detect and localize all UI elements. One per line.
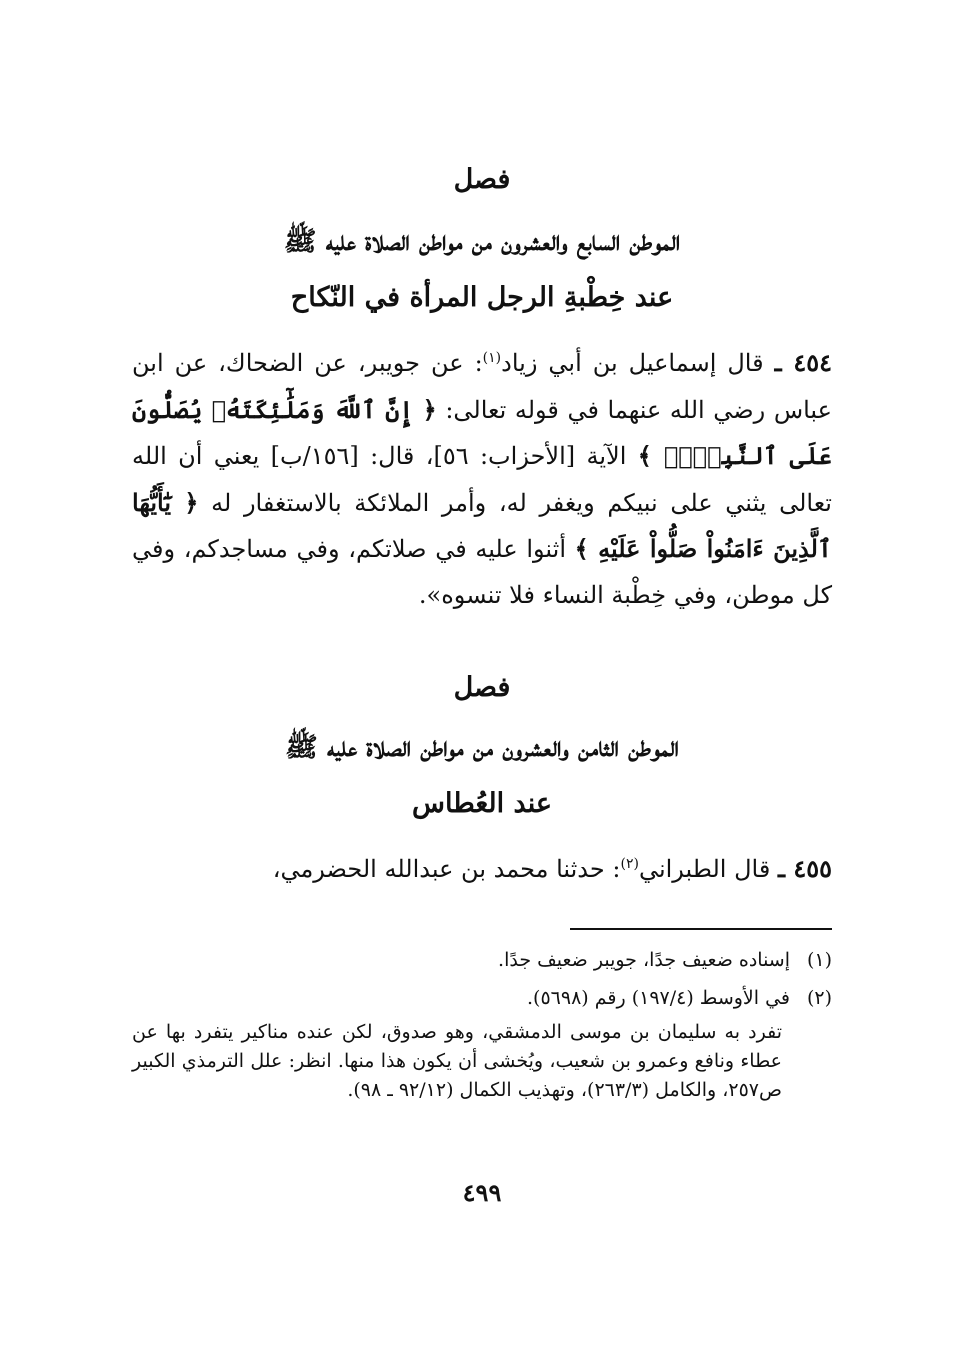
section-title-2: الموطن الثامن والعشرون من مواطن الصلاة عليه ﷺ xyxy=(285,732,679,763)
paragraph-number: ٤٥٥ ـ xyxy=(777,854,832,883)
footnote-2-continuation: تفرد به سليمان بن موسى الدمشقي، وهو صدوق، لكن عنده مناكير يتفرد بها عن عطاء ونافع وعمرو بن شعيب، ويُخشى أن يكون هذا منها. انظر: علل الترمذي الكبير ص٢٥٧، والكامل (٢٦٣/٣)، وتهذيب الكمال (٩٢/١٢ ـ ٩٨). xyxy=(132,1021,782,1101)
section-heading-fasl-1: فصل xyxy=(453,164,511,195)
footnote-ref: (١) xyxy=(482,350,502,366)
paragraph-text: الآية [الأحزاب: ٥٦]، قال: [١٥٦/ب] يعني أن الله تعالى يثني على نبيكم ويغفر له، وأمر الملائكة بالاستغفار له xyxy=(132,442,832,517)
footnote-ref: (٢) xyxy=(620,856,639,872)
footnote-1 xyxy=(132,946,832,975)
paragraph-text: أثنوا عليه في صلاتكم، وفي مساجدكم، وفي كل موطن، وفي خِطْبة النساء فلا تنسوه». xyxy=(132,535,832,609)
paragraph-text: قال الطبراني xyxy=(638,855,771,883)
paragraph-text: : عن جويبر، عن الضحاك، عن ابن عباس رضي الله عنهما في قوله تعالى: xyxy=(132,349,832,424)
paragraph-455 xyxy=(132,846,832,893)
paragraph-text: : حدثنا محمد بن عبدالله الحضرمي، xyxy=(272,855,621,883)
paragraph-text: قال إسماعيل بن أبي زياد xyxy=(501,349,764,377)
section-subtitle-1: عند خِطْبةِ الرجل المرأة في النّكاح xyxy=(290,282,674,313)
paragraph-454 xyxy=(132,340,832,618)
paragraph-number: ٤٥٤ ـ xyxy=(774,348,833,377)
footnote-separator xyxy=(570,928,832,930)
footnote-text: إسناده ضعيف جدًا، جويبر ضعيف جدًا. xyxy=(498,949,790,971)
quran-verse: ﴿ إِنَّ ٱللَّهَ وَمَلَٰٓئِكَتَهُۥ يُصَلُّونَ عَلَى ٱلنَّبِيِّۚ ﴾ xyxy=(132,394,832,470)
footnote-marker: (٢) xyxy=(806,987,832,1009)
section-title-1: الموطن السابع والعشرون من مواطن الصلاة عليه ﷺ xyxy=(283,226,681,257)
section-subtitle-2: عند العُطاس xyxy=(412,788,552,819)
footnote-2 xyxy=(132,984,832,1013)
page-number: ٤٩٩ xyxy=(462,1178,502,1207)
footnote-marker: (١) xyxy=(806,949,832,971)
quran-verse: ﴿ يَٰٓأَيُّهَا ٱلَّذِينَ ءَامَنُواْ صَلُّواْ عَلَيْهِ ﴾ xyxy=(132,487,832,563)
section-heading-fasl-2: فصل xyxy=(453,672,511,703)
footnote-text: في الأوسط (١٩٧/٤) رقم (٥٦٩٨). xyxy=(527,987,790,1009)
